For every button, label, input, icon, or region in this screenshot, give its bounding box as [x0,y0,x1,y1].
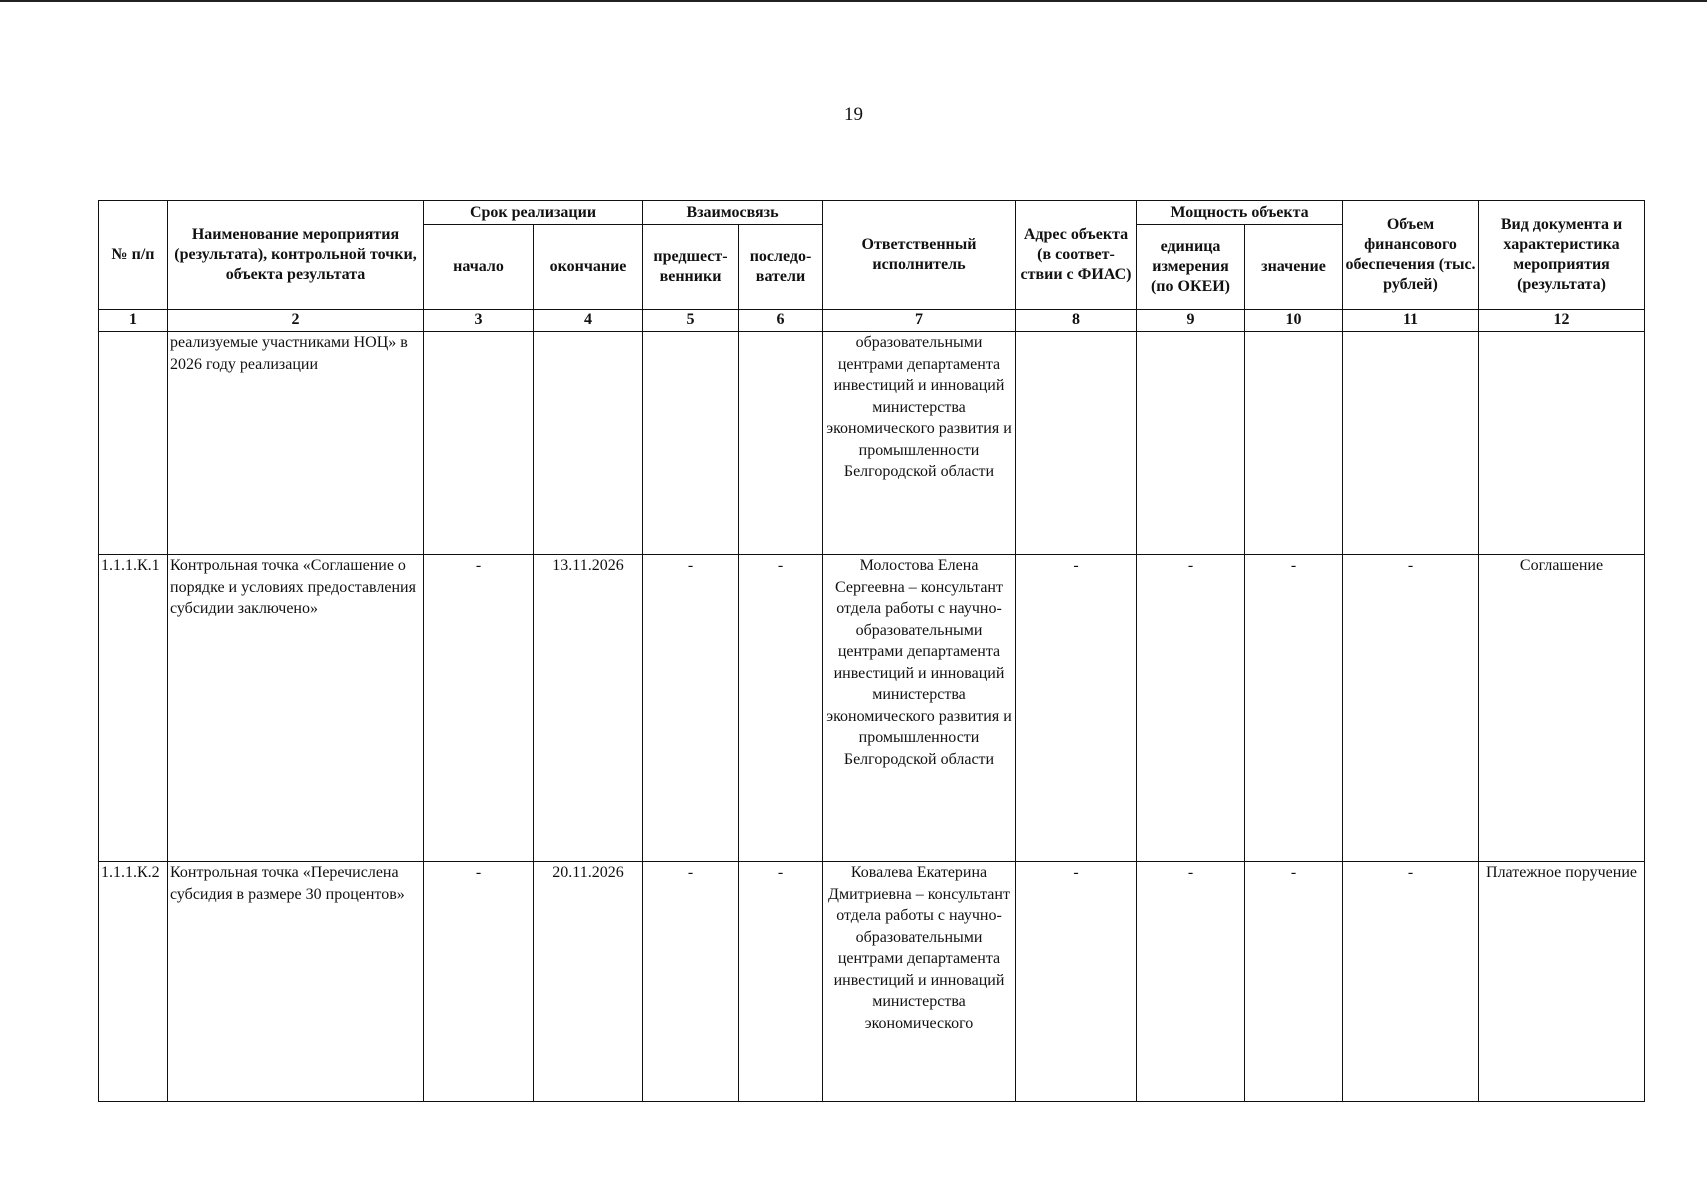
row-value [1245,332,1343,555]
column-number: 12 [1479,310,1645,332]
row-address [1016,332,1137,555]
header-end: окончание [534,225,643,310]
row-responsible: Молостова Елена Сергеевна – консультант отдела работы с научно-образовательными центрами департамента инвестиций и инноваций министерства экономического развития и промышленности Белгородской области [823,555,1016,862]
row-end [534,332,643,555]
row-pred: - [643,862,739,1102]
header-num: № п/п [99,201,168,310]
header-doc: Вид документа и характеристика мероприятия (результата) [1479,201,1645,310]
header-finance: Объем финансового обеспечения (тыс. рублей) [1343,201,1479,310]
row-responsible: Ковалева Екатерина Дмитриевна – консультант отдела работы с научно-образовательными центрами департамента инвестиций и инноваций министерства экономического [823,862,1016,1102]
row-start [424,332,534,555]
header-responsible: Ответственный исполнитель [823,201,1016,310]
table-row [99,862,1645,1102]
header-pred: предшест-венники [643,225,739,310]
row-succ [739,332,823,555]
row-name: реализуемые участниками НОЦ» в 2026 году реализации [168,332,424,555]
row-value: - [1245,862,1343,1102]
row-pred: - [643,555,739,862]
row-name: Контрольная точка «Перечислена субсидия в размере 30 процентов» [168,862,424,1102]
row-doc: Платежное поручение [1479,862,1645,1102]
column-number: 3 [424,310,534,332]
row-name: Контрольная точка «Соглашение о порядке и условиях предоставления субсидии заключено» [168,555,424,862]
row-num: 1.1.1.К.2 [99,862,168,1102]
column-number: 8 [1016,310,1137,332]
row-responsible: образовательными центрами департамента инвестиций и инноваций министерства экономического развития и промышленности Белгородской области [823,332,1016,555]
page-top-edge [0,0,1707,2]
header-unit: единица измерения (по ОКЕИ) [1137,225,1245,310]
row-end: 13.11.2026 [534,555,643,862]
column-number: 7 [823,310,1016,332]
row-unit [1137,332,1245,555]
column-number: 9 [1137,310,1245,332]
page-number: 19 [844,104,863,125]
row-start: - [424,862,534,1102]
row-address: - [1016,555,1137,862]
row-unit: - [1137,555,1245,862]
column-number: 1 [99,310,168,332]
header-address: Адрес объекта (в соответ-ствии с ФИАС) [1016,201,1137,310]
header-group-relation: Взаимосвязь [643,201,823,225]
row-value: - [1245,555,1343,862]
row-num [99,332,168,555]
column-number: 5 [643,310,739,332]
header-group-capacity: Мощность объекта [1137,201,1343,225]
column-number: 10 [1245,310,1343,332]
column-number: 4 [534,310,643,332]
row-start: - [424,555,534,862]
row-finance [1343,332,1479,555]
column-number: 11 [1343,310,1479,332]
header-group-period: Срок реализации [424,201,643,225]
table-row [99,332,1645,555]
column-number: 6 [739,310,823,332]
row-succ: - [739,862,823,1102]
plan-table [98,200,1645,1102]
column-number-row [99,310,1645,332]
header-row-1 [99,201,1645,225]
column-number: 2 [168,310,424,332]
row-finance: - [1343,862,1479,1102]
header-start: начало [424,225,534,310]
row-pred [643,332,739,555]
row-succ: - [739,555,823,862]
row-end: 20.11.2026 [534,862,643,1102]
row-address: - [1016,862,1137,1102]
header-name: Наименование мероприятия (результата), контрольной точки, объекта результата [168,201,424,310]
header-succ: последо-ватели [739,225,823,310]
header-value: значение [1245,225,1343,310]
row-unit: - [1137,862,1245,1102]
row-doc: Соглашение [1479,555,1645,862]
row-doc [1479,332,1645,555]
row-num: 1.1.1.К.1 [99,555,168,862]
table-row [99,555,1645,862]
row-finance: - [1343,555,1479,862]
